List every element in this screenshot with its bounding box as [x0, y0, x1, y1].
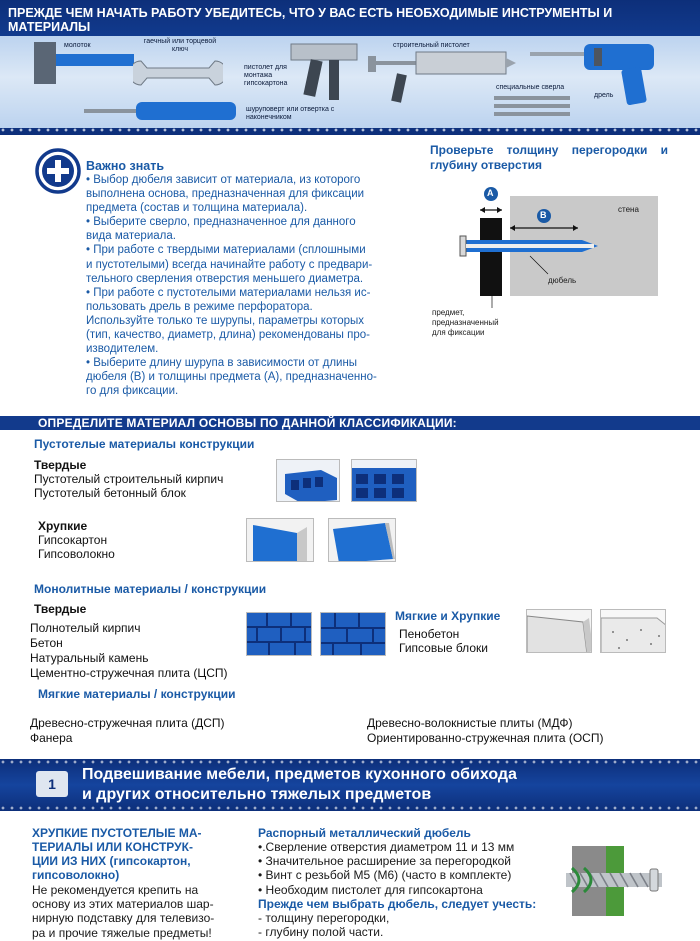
section1-title: Подвешивание мебели, предметов кухонного обихода и других относительно тяжелых предметов [82, 766, 517, 803]
important-text [86, 173, 422, 399]
foam-concrete-image [526, 609, 592, 653]
banner-title: ПРЕЖДЕ ЧЕМ НАЧАТЬ РАБОТУ УБЕДИТЕСЬ, ЧТО У ВАС ЕСТЬ НЕОБХОДИМЫЕ ИНСТРУМЕНТЫ И МАТЕРИАЛЫ [8, 6, 613, 34]
soft-fragile-item: Пенобетон [399, 627, 460, 641]
solid-hard-title: Твердые [34, 602, 87, 616]
hammer-label: молоток [64, 42, 91, 49]
important-line: го для фиксации. [86, 385, 179, 398]
solid-hard-item: Натуральный камень [30, 651, 149, 665]
fragile-hollow-text: Не рекомендуется крепить на основу из этих материалов шар- нирную подставку для телевизо- ра и прочие тяжелые предметы! [32, 883, 215, 940]
plus-icon [35, 148, 81, 194]
hollow-block-image [351, 459, 417, 502]
fragile-hollow-title: ХРУПКИЕ ПУСТОТЕЛЫЕ МА- ТЕРИАЛЫ ИЛИ КОНСТРУК- ЦИИ ИЗ НИХ (гипсокартон, гипсоволокно) [32, 826, 202, 882]
soft-item-right: Древесно-волокнистые плиты (МДФ) [367, 716, 573, 730]
consider-item: - толщину перегородки, [258, 911, 390, 925]
screwdriver-label: шуруповерт или отвертка с наконечником [246, 106, 335, 121]
metal-dowel-list [258, 840, 558, 897]
gypsum-gun-label: пистолет для монтажа гипсокартона [244, 64, 288, 87]
object-block [480, 218, 502, 296]
wrench-label: гаечный или торцевой ключ [143, 38, 217, 53]
label-b: B [540, 210, 547, 220]
section1-number: 1 [48, 776, 56, 792]
hollow-fragile-item: Гипсоволокно [38, 547, 115, 561]
gypsum-block-image [600, 609, 666, 653]
soft-item-right: Ориентированно-стружечная плита (ОСП) [367, 731, 604, 745]
diagram-title: Проверьте толщину перегородки и глубину отверстия [430, 143, 668, 172]
important-title: Важно знать [86, 159, 165, 173]
important-line: пользовать дрель в режиме перфоратора. [86, 300, 313, 313]
important-line: выполнена основа, предназначенная для фиксации [86, 188, 365, 201]
soft-item-left: Фанера [30, 731, 73, 745]
soft-item-left: Древесно-стружечная плита (ДСП) [30, 716, 225, 730]
solid-hard-item: Бетон [30, 636, 63, 650]
metal-dowel-item: • Необходим пистолет для гипсокартона [258, 882, 483, 897]
banner-bottom-edge [0, 127, 700, 135]
important-line: • При работе с твердыми материалами (сплошными [86, 244, 366, 257]
hollow-fragile-title: Хрупкие [38, 519, 88, 533]
hollow-brick-image [276, 459, 340, 502]
metal-dowel-title: Распорный металлический дюбель [258, 826, 471, 840]
consider-title: Прежде чем выбрать дюбель, следует учесть: [258, 897, 537, 911]
consider-item: - глубину полой части. [258, 925, 384, 940]
dowel-label: дюбель [548, 276, 577, 285]
label-a: A [487, 188, 494, 198]
important-line: (тип, качество, диаметр, длина) рекомендованы про- [86, 329, 370, 342]
important-line: • Выберите длину шурупа в зависимости от длины [86, 357, 358, 370]
important-line: • При работе с пустотелыми материалами нельзя ис- [86, 286, 371, 299]
metal-dowel-item: •.Сверление отверстия диаметром 11 и 13 мм [258, 840, 515, 854]
gypsum-gun-icon [289, 40, 361, 104]
important-line: тельного сверления отверстия меньшего диаметра. [86, 272, 364, 285]
important-line: и пустотелыми) всегда начинайте работу с предвари- [86, 258, 373, 271]
important-line: • Выберите сверло, предназначенное для данного [86, 216, 356, 229]
soft-fragile-title: Мягкие и Хрупкие [395, 609, 501, 623]
wrench-icon [133, 58, 223, 88]
gypsum-fiber-image [328, 518, 396, 562]
section1-bottom-edge [0, 805, 700, 811]
object-label: предмет, предназначенный для фиксации [432, 308, 499, 337]
metal-dowel-item: • Значительное расширение за перегородкой [258, 854, 512, 869]
important-line: предмета (состав и толщина материала). [86, 202, 308, 215]
hollow-title: Пустотелые материалы конструкции [34, 437, 255, 451]
classification-bar: ОПРЕДЕЛИТЕ МАТЕРИАЛ ОСНОВЫ ПО ДАННОЙ КЛАССИФИКАЦИИ: [0, 416, 700, 430]
metal-dowel-illustration [566, 846, 668, 916]
important-line: изводителем. [86, 343, 159, 356]
hollow-hard-title: Твердые [34, 458, 87, 472]
section1-number-badge [36, 771, 68, 797]
wall-label: стена [618, 205, 639, 214]
metal-dowel-item: • Винт с резьбой M5 (M6) (часто в комплекте) [258, 868, 512, 883]
soft-fragile-item: Гипсовые блоки [399, 641, 488, 655]
section1-banner [0, 759, 700, 811]
hollow-hard-item: Пустотелый строительный кирпич [34, 472, 224, 486]
gypsum-board-image [246, 518, 314, 562]
hollow-fragile-item: Гипсокартон [38, 533, 108, 547]
soft-title: Мягкие материалы / конструкции [38, 687, 236, 701]
solid-title: Монолитные материалы / конструкции [34, 582, 267, 596]
solid-concrete-image [320, 612, 386, 656]
solid-brick-image [246, 612, 312, 656]
important-line: • Выбор дюбеля зависит от материала, из которого [86, 174, 361, 186]
solid-hard-item: Цементно-стружечная плита (ЦСП) [30, 666, 228, 680]
important-line: вида материала. [86, 230, 176, 243]
solid-hard-item: Полнотелый кирпич [30, 621, 141, 635]
drill-bits-label: специальные сверла [496, 84, 565, 91]
screwdriver-icon [84, 100, 244, 122]
hollow-hard-item: Пустотелый бетонный блок [34, 486, 186, 500]
important-line: Используйте только те шурупы, параметры которых [86, 314, 365, 327]
important-line: дюбеля (В) и толщины предмета (А), предназначенно- [86, 371, 377, 384]
drill-label: дрель [594, 92, 614, 99]
tools-banner [0, 0, 700, 135]
caulk-gun-label: строительный пистолет [393, 42, 470, 49]
consider-list [258, 911, 389, 939]
